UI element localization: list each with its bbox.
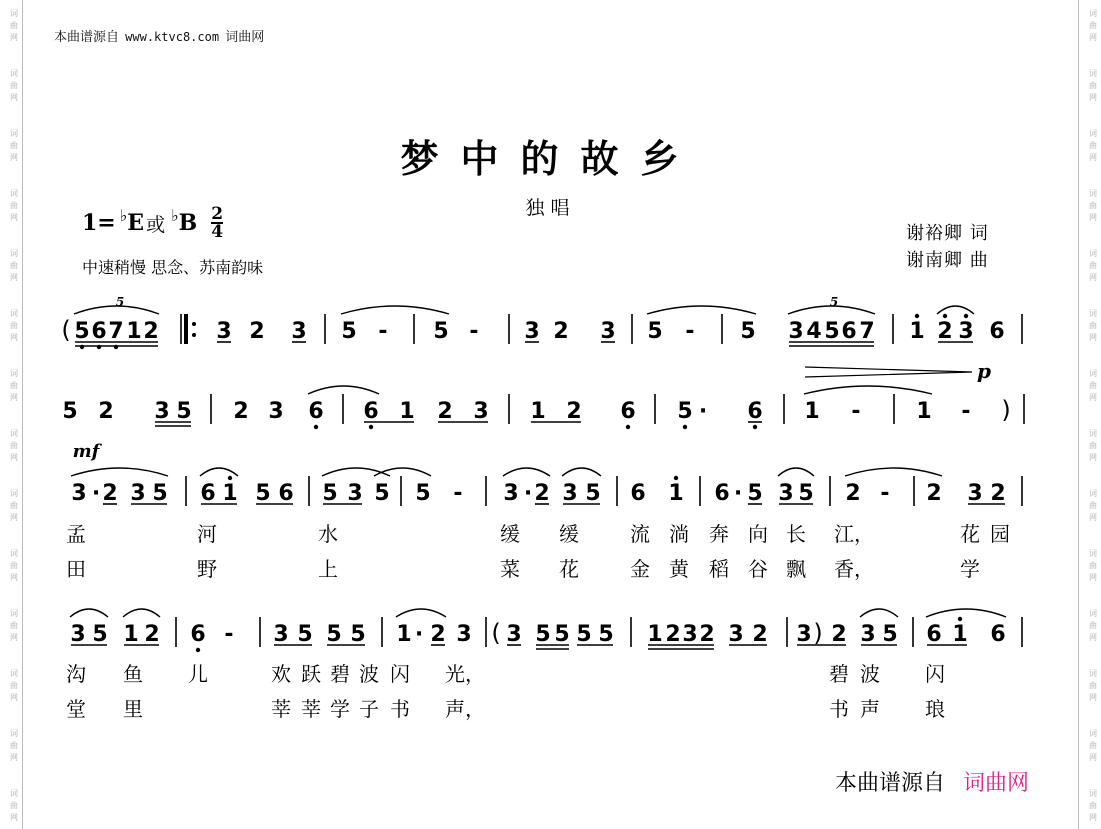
note: 5: [598, 622, 614, 647]
lyric-syllable: 稻: [709, 557, 729, 581]
note: 2: [699, 622, 715, 647]
note: 2: [143, 319, 159, 344]
lyric-syllable: 书: [829, 697, 849, 721]
octave-dot-above: [964, 314, 968, 318]
lyric-syllable: 流: [630, 522, 650, 546]
note: 2: [144, 622, 160, 647]
watermark-text: 词 曲 网: [1089, 789, 1097, 822]
note: 3: [473, 399, 489, 424]
watermark-text: 词 曲 网: [10, 669, 18, 702]
octave-dot-above: [228, 476, 232, 480]
lyric-syllable: 花: [559, 557, 579, 581]
lyric-syllable: 声: [860, 697, 880, 721]
note: 3: [967, 481, 983, 506]
octave-dot-above: [958, 617, 962, 621]
slur: [647, 306, 756, 314]
lyric-syllable: 闪: [390, 662, 410, 686]
note: 1: [123, 622, 139, 647]
lyric-syllable: 菜: [500, 557, 520, 581]
octave-dot-above: [943, 314, 947, 318]
header-site[interactable]: 词曲网: [225, 30, 265, 45]
lyric-syllable: 堂: [66, 697, 86, 721]
lyric-syllable: 缓: [500, 522, 520, 546]
lyric-syllable: 儿: [188, 662, 208, 686]
slur: [845, 468, 942, 476]
octave-dot-above: [915, 314, 919, 318]
slur: [70, 609, 108, 617]
watermark-text: 词 曲 网: [1089, 549, 1097, 582]
dynamic-mf: mf: [72, 441, 100, 462]
note: 6: [308, 399, 324, 424]
note: 3: [778, 481, 794, 506]
dynamic-p: p: [977, 359, 991, 383]
octave-dot-above: [674, 476, 678, 480]
note: 6: [278, 481, 294, 506]
header-url[interactable]: www.ktvc8.com: [125, 30, 220, 44]
watermark-text: 词 曲 网: [1089, 69, 1097, 102]
note: 3: [456, 622, 472, 647]
dot: ·: [733, 481, 743, 506]
slur: [200, 468, 238, 476]
watermark-text: 词 曲 网: [1089, 249, 1097, 282]
key-second: B: [178, 210, 198, 236]
note: 3: [216, 319, 232, 344]
note: 3: [524, 319, 540, 344]
slur: [562, 468, 601, 476]
note: 7: [108, 319, 124, 344]
note: 6: [990, 622, 1006, 647]
note: 5: [341, 319, 357, 344]
note: 3: [71, 481, 87, 506]
key-one: 1=: [82, 210, 116, 236]
lyric-syllable: 河: [197, 522, 217, 546]
note: 3: [291, 319, 307, 344]
lyric-syllable: 飘: [786, 557, 806, 581]
note: 5: [740, 319, 756, 344]
note: 5: [350, 622, 366, 647]
watermark-text: 词 曲 网: [10, 369, 18, 402]
slur: [503, 468, 550, 476]
dash: -: [961, 399, 971, 424]
octave-dot-below: [626, 425, 630, 429]
lyric-syllable: 香，: [834, 557, 874, 581]
octave-dot-below: [196, 648, 200, 652]
note: 2: [437, 399, 453, 424]
lyric-syllable: 谷: [748, 557, 768, 581]
tuplet-number: 5: [115, 295, 125, 309]
flat-symbol: ♭: [171, 205, 179, 225]
dot: ·: [523, 481, 533, 506]
lyric-syllable: 金: [630, 557, 650, 581]
note: 5: [152, 481, 168, 506]
note: 5: [576, 622, 592, 647]
watermark-text: 词 曲 网: [10, 549, 18, 582]
note: 3: [860, 622, 876, 647]
lyric-syllable: 声，: [445, 697, 485, 721]
note: 3: [273, 622, 289, 647]
source-footer: [835, 766, 1029, 797]
dot: ·: [698, 399, 708, 424]
note: 6: [363, 399, 379, 424]
watermark-text: 词 曲 网: [10, 309, 18, 342]
note: 2: [534, 481, 550, 506]
note: 5: [255, 481, 271, 506]
note: 5: [677, 399, 693, 424]
lyric-syllable: 水: [318, 522, 338, 546]
lyric-syllable: 鱼: [123, 662, 143, 686]
parenthesis: ): [1001, 396, 1011, 424]
note: 5: [798, 481, 814, 506]
note: 6: [714, 481, 730, 506]
watermark-text: 词 曲 网: [10, 789, 18, 822]
note: 1: [909, 319, 925, 344]
note: 6: [190, 622, 206, 647]
note: 5: [74, 319, 90, 344]
decrescendo: [805, 367, 972, 377]
watermark-text: 词 曲 网: [10, 129, 18, 162]
lyric-syllable: 淌: [669, 522, 689, 546]
slur: [322, 468, 390, 476]
note: 6: [91, 319, 107, 344]
octave-dot-below: [683, 425, 687, 429]
note: 3: [347, 481, 363, 506]
dash: -: [851, 399, 861, 424]
dash: -: [453, 481, 463, 506]
note: 2: [937, 319, 953, 344]
watermark-text: 词 曲 网: [10, 189, 18, 222]
note: 5: [824, 319, 840, 344]
note: 5: [535, 622, 551, 647]
note: 4: [806, 319, 822, 344]
watermark-text: 词 曲 网: [1089, 369, 1097, 402]
note: 6: [747, 399, 763, 424]
watermark-text: 词 曲 网: [1089, 429, 1097, 462]
note: 3: [600, 319, 616, 344]
note: 3: [154, 399, 170, 424]
slur: [937, 306, 974, 314]
note: 3: [958, 319, 974, 344]
lyric-syllable: 花: [960, 522, 980, 546]
note: 5: [374, 481, 390, 506]
octave-dot-below: [753, 425, 757, 429]
watermark-text: 词 曲 网: [10, 489, 18, 522]
lyric-syllable: 沟: [66, 662, 86, 686]
note: 5: [647, 319, 663, 344]
time-denominator: 4: [211, 222, 224, 242]
song-subtitle: 独唱: [525, 197, 576, 219]
dash: -: [469, 319, 479, 344]
slur: [396, 609, 446, 617]
lyric-syllable: 欢: [271, 662, 291, 686]
dash: -: [880, 481, 890, 506]
footer-prefix: 本曲谱源自: [835, 771, 946, 796]
note: 6: [926, 622, 942, 647]
note: 3: [130, 481, 146, 506]
lyric-syllable: 莘: [301, 697, 321, 721]
dash: -: [224, 622, 234, 647]
note: 1: [952, 622, 968, 647]
dot: ·: [414, 622, 424, 647]
note: 5: [747, 481, 763, 506]
lyric-syllable: 田: [66, 557, 86, 581]
lyric-syllable: 学: [330, 697, 350, 721]
lyric-syllable: 跃: [301, 662, 321, 686]
note: 3: [682, 622, 698, 647]
time-numerator: 2: [211, 204, 224, 224]
note: 2: [990, 481, 1006, 506]
lyric-syllable: 上: [318, 557, 338, 581]
slur: [308, 386, 379, 394]
lyric-syllable: 学: [960, 557, 980, 581]
footer-brand[interactable]: 词曲网: [963, 771, 1030, 796]
lyric-syllable: 江，: [834, 522, 874, 546]
lyric-syllable: 碧: [829, 662, 849, 686]
lyric-syllable: 子: [359, 697, 379, 721]
note: 3: [788, 319, 804, 344]
watermark-text: 词 曲 网: [1089, 669, 1097, 702]
note: 5: [554, 622, 570, 647]
note: 2: [98, 399, 114, 424]
note: 5: [433, 319, 449, 344]
note: 1: [530, 399, 546, 424]
song-title: 梦中的故乡: [400, 136, 701, 181]
note: 5: [585, 481, 601, 506]
key-or: 或: [146, 213, 166, 236]
header-prefix: 本曲谱源自: [54, 30, 120, 45]
note: 1: [396, 622, 412, 647]
slur: [778, 468, 814, 476]
note: 5: [322, 481, 338, 506]
note: 5: [415, 481, 431, 506]
dot: ·: [91, 481, 101, 506]
note: 3: [562, 481, 578, 506]
parenthesis: (: [61, 316, 71, 344]
note: 2: [430, 622, 446, 647]
watermark-text: 词 曲 网: [10, 9, 18, 42]
flat-symbol: ♭: [119, 205, 128, 225]
note: 1: [126, 319, 142, 344]
note: 2: [233, 399, 249, 424]
lyric-syllable: 野: [197, 557, 217, 581]
lyric-syllable: 波: [359, 662, 379, 686]
lyric-syllable: 闪: [925, 662, 945, 686]
octave-dot-below: [369, 425, 373, 429]
repeat-dot: [192, 322, 196, 326]
note: 2: [831, 622, 847, 647]
lyric-syllable: 书: [390, 697, 410, 721]
tempo-marking: 中速稍慢 思念、苏南韵味: [82, 258, 264, 277]
lyric-syllable: 莘: [271, 697, 291, 721]
lyric-syllable: 向: [748, 522, 768, 546]
watermark-text: 词 曲 网: [10, 429, 18, 462]
watermark-text: 词 曲 网: [1089, 129, 1097, 162]
note: 2: [845, 481, 861, 506]
lyric-syllable: 长: [786, 522, 806, 546]
note: 5: [176, 399, 192, 424]
note: 3: [506, 622, 522, 647]
note: 6: [630, 481, 646, 506]
note: 3: [503, 481, 519, 506]
lyric-syllable: 缓: [559, 522, 579, 546]
note: 6: [989, 319, 1005, 344]
note: 2: [553, 319, 569, 344]
watermark-text: 词 曲 网: [1089, 489, 1097, 522]
note: 1: [668, 481, 684, 506]
octave-dot-below: [314, 425, 318, 429]
note: 1: [647, 622, 663, 647]
note: 1: [399, 399, 415, 424]
watermark-text: 词 曲 网: [1089, 189, 1097, 222]
key-first: E: [127, 210, 145, 236]
composer-credit: 谢南卿 曲: [906, 250, 989, 271]
parenthesis: ): [813, 619, 823, 647]
slur: [341, 306, 449, 314]
lyric-syllable: 光，: [445, 662, 485, 686]
note: 1: [222, 481, 238, 506]
note: 3: [796, 622, 812, 647]
tuplet-number: 5: [829, 295, 839, 309]
watermark-text: 词 曲 网: [1089, 9, 1097, 42]
dash: -: [378, 319, 388, 344]
slur: [926, 609, 1006, 617]
lyric-syllable: 黄: [669, 557, 689, 581]
note: 6: [200, 481, 216, 506]
slur: [804, 386, 932, 394]
lyric-syllable: 里: [123, 697, 143, 721]
lyric-syllable: 园: [990, 522, 1010, 546]
note: 3: [268, 399, 284, 424]
note: 5: [326, 622, 342, 647]
repeat-dot: [192, 333, 196, 337]
note: 6: [620, 399, 636, 424]
watermark-text: 词 曲 网: [1089, 309, 1097, 342]
lyric-syllable: 碧: [330, 662, 350, 686]
lyric-syllable: 奔: [709, 522, 729, 546]
note: 2: [665, 622, 681, 647]
lyricist-credit: 谢裕卿 词: [906, 223, 989, 244]
note: 3: [70, 622, 86, 647]
note: 6: [841, 319, 857, 344]
slur: [123, 609, 160, 617]
note: 5: [882, 622, 898, 647]
note: 5: [297, 622, 313, 647]
note: 5: [62, 399, 78, 424]
note: 2: [566, 399, 582, 424]
note: 2: [249, 319, 265, 344]
watermark-text: 词 曲 网: [1089, 609, 1097, 642]
slur: [71, 468, 168, 476]
lyric-syllable: 琅: [925, 697, 945, 721]
note: 2: [102, 481, 118, 506]
watermark-text: 词 曲 网: [10, 609, 18, 642]
note: 2: [752, 622, 768, 647]
watermark-text: 词 曲 网: [10, 249, 18, 282]
note: 7: [859, 319, 875, 344]
dash: -: [685, 319, 695, 344]
watermark-text: 词 曲 网: [10, 729, 18, 762]
note: 2: [926, 481, 942, 506]
lyric-syllable: 孟: [66, 522, 86, 546]
note: 1: [804, 399, 820, 424]
lyric-syllable: 波: [860, 662, 880, 686]
parenthesis: (: [491, 619, 501, 647]
slur: [374, 468, 431, 476]
note: 5: [92, 622, 108, 647]
note: 1: [916, 399, 932, 424]
watermark-text: 词 曲 网: [10, 69, 18, 102]
slur: [860, 609, 898, 617]
watermark-text: 词 曲 网: [1089, 729, 1097, 762]
note: 3: [728, 622, 744, 647]
